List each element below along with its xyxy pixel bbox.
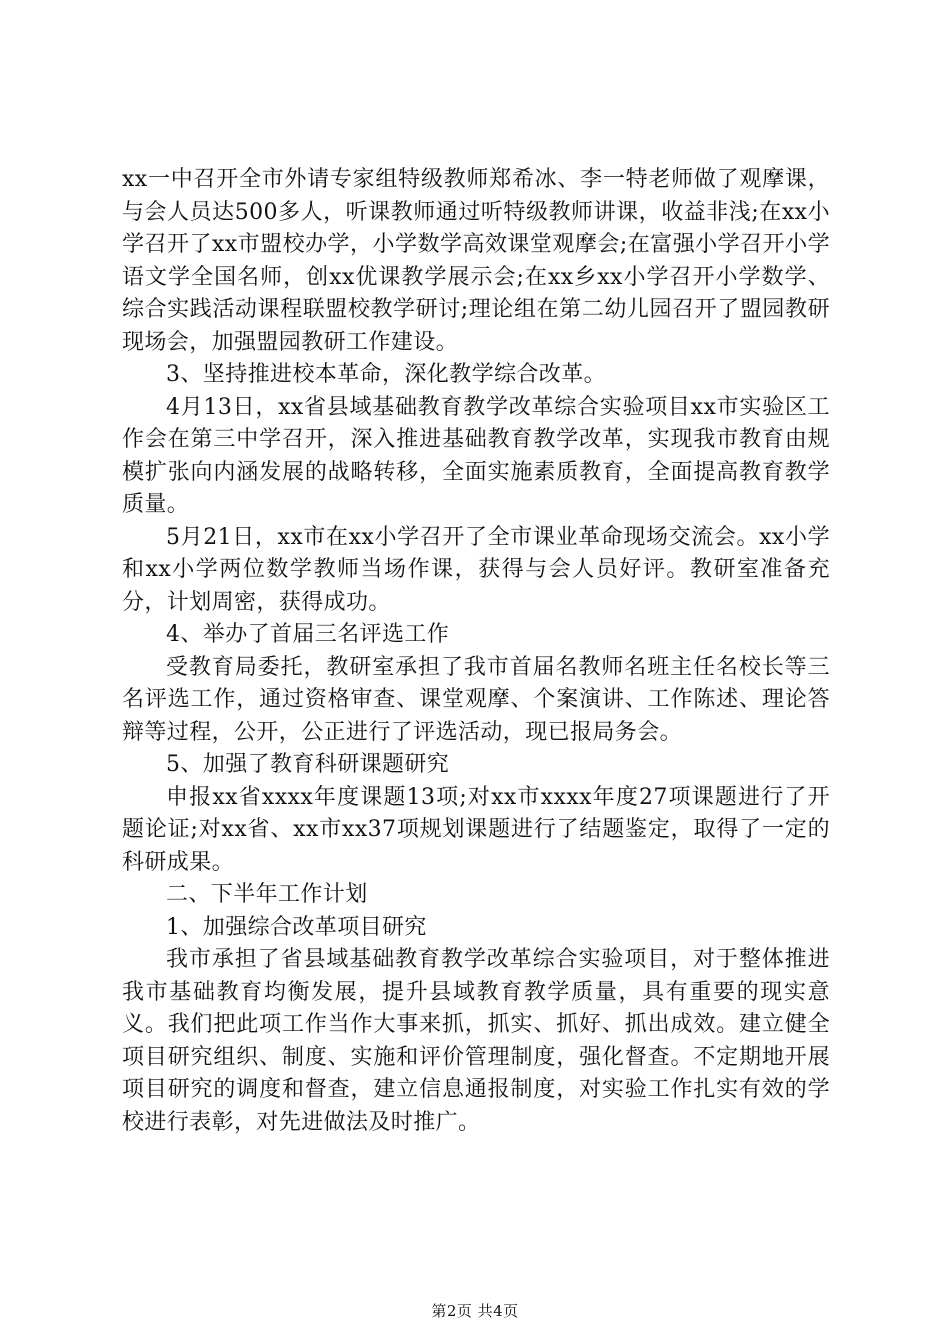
heading-comprehensive-reform: 1、加强综合改革项目研究 [166, 914, 427, 940]
paragraph-april-13: 4月13日，xx省县域基础教育教学改革综合实验项目xx市实验区工作会在第三中学召开，深入推进基础教育教学改革，实现我市教育由规模扩张向内涵发展的战略转移，全面实施素质教育，全面提高教育教学质量。 [122, 394, 830, 517]
heading-school-reform: 3、坚持推进校本革命，深化教学综合改革。 [166, 362, 606, 387]
heading-second-half-plan: 二、下半年工作计划 [166, 882, 368, 907]
document-body [122, 164, 830, 1139]
paragraph-meetings: xx一中召开全市外请专家组特级教师郑希冰、李一特老师做了观摩课，与会人员达500多人，听课教师通过听特级教师讲课，收益非浅;在xx小学召开了xx市盟校办学，小学数学高效课堂观摩会;在富强小学召开小学语文学全国名师，创xx优课教学展示会;在xx乡xx小学召开小学数学、综合实践活动课程联盟校教学研讨;理论组在第二幼儿园召开了盟园教研现场会，加强盟园教研工作建设。 [122, 167, 830, 355]
page-number-footer: 第2页 共4页 [431, 1302, 519, 1320]
heading-research: 5、加强了教育科研课题研究 [166, 752, 450, 777]
paragraph-reform-project: 我市承担了省县域基础教育教学改革综合实验项目，对于整体推进我市基础教育均衡发展，提升县域教育教学质量，具有重要的现实意义。我们把此项工作当作大事来抓，抓实、抓好、抓出成效。建立健全项目研究组织、制度、实施和评价管理制度，强化督查。不定期地开展项目研究的调度和督查，建立信息通报制度，对实验工作扎实有效的学校进行表彰，对先进做法及时推广。 [122, 947, 830, 1135]
heading-three-names: 4、举办了首届三名评选工作 [166, 622, 450, 647]
paragraph-may-21: 5月21日，xx市在xx小学召开了全市课业革命现场交流会。xx小学和xx小学两位数学教师当场作课，获得与会人员好评。教研室准备充分，计划周密，获得成功。 [122, 524, 830, 615]
paragraph-research-topics: 申报xx省xxxx年度课题13项;对xx市xxxx年度27项课题进行了开题论证;对xx省、xx市xx37项规划课题进行了结题鉴定，取得了一定的科研成果。 [122, 784, 830, 875]
paragraph-evaluation: 受教育局委托，教研室承担了我市首届名教师名班主任名校长等三名评选工作，通过资格审查、课堂观摩、个案演讲、工作陈述、理论答辩等过程，公开，公正进行了评选活动，现已报局务会。 [122, 654, 830, 745]
